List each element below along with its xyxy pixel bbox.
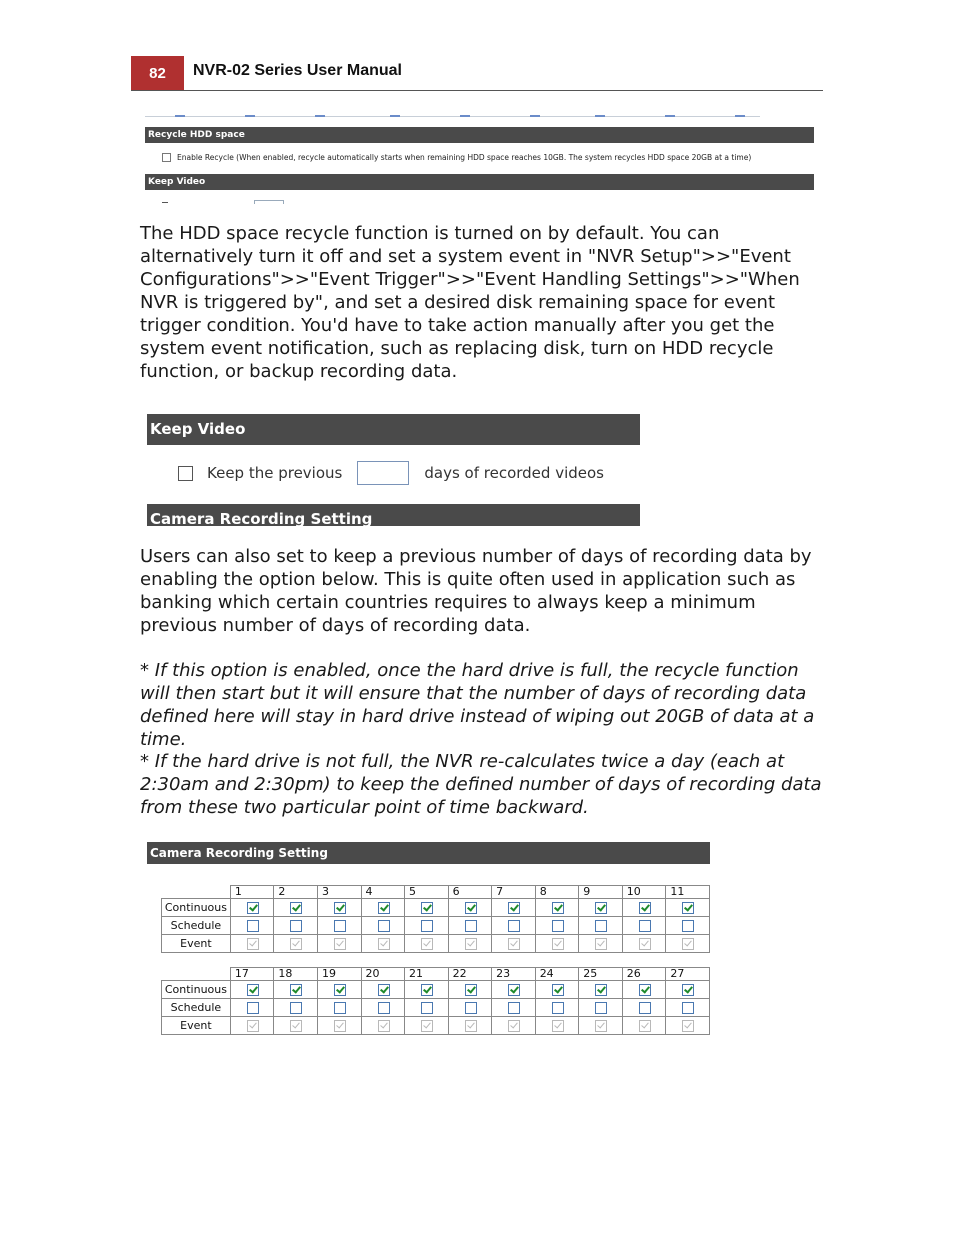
cell-event-21 <box>405 1017 449 1035</box>
event-checkbox-10 <box>639 938 651 950</box>
cell-event-11 <box>666 935 710 953</box>
schedule-checkbox-9[interactable] <box>595 920 607 932</box>
schedule-checkbox-23[interactable] <box>508 1002 520 1014</box>
event-checkbox-11 <box>682 938 694 950</box>
schedule-checkbox-2[interactable] <box>290 920 302 932</box>
cell-continuous-9 <box>579 899 623 917</box>
cell-event-5 <box>405 935 449 953</box>
continuous-checkbox-1[interactable] <box>247 902 259 914</box>
keep-video-section-header-small: Keep Video <box>145 174 814 190</box>
cell-continuous-24 <box>535 981 579 999</box>
schedule-checkbox-6[interactable] <box>465 920 477 932</box>
cell-schedule-23 <box>492 999 536 1017</box>
row-label-schedule: Schedule <box>162 917 231 935</box>
cell-schedule-27 <box>666 999 710 1017</box>
cell-continuous-22 <box>448 981 492 999</box>
cell-continuous-25 <box>579 981 623 999</box>
cell-event-2 <box>274 935 318 953</box>
recording-table-1 <box>161 885 710 953</box>
table-row <box>162 981 710 999</box>
cell-event-25 <box>579 1017 623 1035</box>
cell-continuous-18 <box>274 981 318 999</box>
continuous-checkbox-18[interactable] <box>290 984 302 996</box>
recording-table-2 <box>161 967 710 1035</box>
cell-event-7 <box>492 935 536 953</box>
schedule-checkbox-8[interactable] <box>552 920 564 932</box>
channel-header-11: 11 <box>666 886 710 899</box>
schedule-checkbox-25[interactable] <box>595 1002 607 1014</box>
table-row <box>162 917 710 935</box>
table-row <box>162 935 710 953</box>
cell-event-1 <box>230 935 274 953</box>
channel-header-22: 22 <box>448 968 492 981</box>
schedule-checkbox-17[interactable] <box>247 1002 259 1014</box>
cell-schedule-1 <box>230 917 274 935</box>
event-checkbox-7 <box>508 938 520 950</box>
cell-schedule-19 <box>317 999 361 1017</box>
channel-header-27: 27 <box>666 968 710 981</box>
cell-continuous-5 <box>405 899 449 917</box>
continuous-checkbox-11[interactable] <box>682 902 694 914</box>
schedule-checkbox-21[interactable] <box>421 1002 433 1014</box>
cell-schedule-22 <box>448 999 492 1017</box>
recycle-hdd-section-header: Recycle HDD space <box>145 127 814 143</box>
channel-header-5: 5 <box>405 886 449 899</box>
event-checkbox-21 <box>421 1020 433 1032</box>
note-full-drive: * If this option is enabled, once the hard drive is full, the recycle function will then start but it will ensure that the number of days of recording data defined here will stay in hard drive instead of wiping out 20GB of data at a time. <box>140 660 815 750</box>
channel-header-19: 19 <box>317 968 361 981</box>
channel-header-10: 10 <box>622 886 666 899</box>
keep-days-input[interactable] <box>357 461 409 485</box>
cell-continuous-17 <box>230 981 274 999</box>
page-number: 82 <box>131 56 184 91</box>
row-label-event: Event <box>162 1017 231 1035</box>
cell-event-4 <box>361 935 405 953</box>
cell-continuous-23 <box>492 981 536 999</box>
figure1-cropped-table-edge <box>145 112 760 117</box>
cell-schedule-25 <box>579 999 623 1017</box>
continuous-checkbox-23[interactable] <box>508 984 520 996</box>
event-checkbox-5 <box>421 938 433 950</box>
continuous-checkbox-2[interactable] <box>290 902 302 914</box>
schedule-checkbox-26[interactable] <box>639 1002 651 1014</box>
event-checkbox-1 <box>247 938 259 950</box>
cell-event-22 <box>448 1017 492 1035</box>
channel-header-4: 4 <box>361 886 405 899</box>
cell-schedule-10 <box>622 917 666 935</box>
recording-grid <box>161 967 710 1035</box>
document-title: NVR-02 Series User Manual <box>193 62 402 79</box>
paragraph-hdd-recycle: The HDD space recycle function is turned on by default. You can alternatively turn it off and set a system event in "NVR Setup">>"Event Configurations">>"Event Trigger">>"Event Handling Settings">>"When NVR is triggered by", and set a desired disk remaining space for event trigger condition. You'd have to take action manually after you get the system event notification, such as replacing disk, turn on HDD recycle function, or backup recording data. <box>140 223 800 382</box>
enable-recycle-label: Enable Recycle (When enabled, recycle automatically starts when remaining HDD space reaches 10GB. The system recycles HDD space 20GB at a time) <box>177 153 752 162</box>
continuous-checkbox-5[interactable] <box>421 902 433 914</box>
cell-event-3 <box>317 935 361 953</box>
cell-continuous-3 <box>317 899 361 917</box>
cell-event-23 <box>492 1017 536 1035</box>
channel-header-20: 20 <box>361 968 405 981</box>
cell-event-27 <box>666 1017 710 1035</box>
table-corner <box>162 968 231 981</box>
schedule-checkbox-27[interactable] <box>682 1002 694 1014</box>
continuous-checkbox-20[interactable] <box>378 984 390 996</box>
note-not-full-drive: * If the hard drive is not full, the NVR re-calculates twice a day (each at 2:30am and 2:30pm) to keep the defined number of days of recording data from these two particular point of time backward. <box>140 751 822 818</box>
cell-continuous-7 <box>492 899 536 917</box>
cell-schedule-8 <box>535 917 579 935</box>
channel-header-7: 7 <box>492 886 536 899</box>
cell-event-6 <box>448 935 492 953</box>
schedule-checkbox-7[interactable] <box>508 920 520 932</box>
channel-header-2: 2 <box>274 886 318 899</box>
cell-continuous-1 <box>230 899 274 917</box>
recording-grid <box>161 885 710 953</box>
row-label-continuous: Continuous <box>162 899 231 917</box>
paragraph-keep-video: Users can also set to keep a previous number of days of recording data by enabling the option below. This is quite often used in application such as banking which certain countries requires to always keep a minimum previous number of days of recording data. <box>140 546 812 636</box>
schedule-checkbox-3[interactable] <box>334 920 346 932</box>
cell-schedule-26 <box>622 999 666 1017</box>
channel-header-21: 21 <box>405 968 449 981</box>
cell-continuous-21 <box>405 981 449 999</box>
event-checkbox-27 <box>682 1020 694 1032</box>
cell-schedule-4 <box>361 917 405 935</box>
event-checkbox-20 <box>378 1020 390 1032</box>
continuous-checkbox-22[interactable] <box>465 984 477 996</box>
cell-schedule-21 <box>405 999 449 1017</box>
event-checkbox-3 <box>334 938 346 950</box>
cell-schedule-3 <box>317 917 361 935</box>
schedule-checkbox-10[interactable] <box>639 920 651 932</box>
continuous-checkbox-9[interactable] <box>595 902 607 914</box>
schedule-checkbox-1[interactable] <box>247 920 259 932</box>
enable-recycle-checkbox[interactable] <box>162 153 171 162</box>
event-checkbox-18 <box>290 1020 302 1032</box>
channel-header-26: 26 <box>622 968 666 981</box>
keep-video-option[interactable] <box>178 461 604 485</box>
continuous-checkbox-4[interactable] <box>378 902 390 914</box>
event-checkbox-25 <box>595 1020 607 1032</box>
channel-header-17: 17 <box>230 968 274 981</box>
channel-header-18: 18 <box>274 968 318 981</box>
event-checkbox-9 <box>595 938 607 950</box>
cell-schedule-7 <box>492 917 536 935</box>
cell-event-10 <box>622 935 666 953</box>
event-checkbox-19 <box>334 1020 346 1032</box>
cell-schedule-17 <box>230 999 274 1017</box>
continuous-checkbox-26[interactable] <box>639 984 651 996</box>
schedule-checkbox-5[interactable] <box>421 920 433 932</box>
cell-continuous-2 <box>274 899 318 917</box>
channel-header-9: 9 <box>579 886 623 899</box>
event-checkbox-26 <box>639 1020 651 1032</box>
cell-continuous-27 <box>666 981 710 999</box>
keep-previous-label: Keep the previous <box>207 464 343 482</box>
row-label-event: Event <box>162 935 231 953</box>
cell-continuous-6 <box>448 899 492 917</box>
cell-event-18 <box>274 1017 318 1035</box>
continuous-checkbox-25[interactable] <box>595 984 607 996</box>
channel-header-1: 1 <box>230 886 274 899</box>
table-row <box>162 899 710 917</box>
continuous-checkbox-17[interactable] <box>247 984 259 996</box>
keep-video-checkbox[interactable] <box>178 466 193 481</box>
schedule-checkbox-24[interactable] <box>552 1002 564 1014</box>
row-label-schedule: Schedule <box>162 999 231 1017</box>
cell-schedule-5 <box>405 917 449 935</box>
figure1-cropped-edge <box>162 202 168 203</box>
row-label-continuous: Continuous <box>162 981 231 999</box>
table-row <box>162 999 710 1017</box>
cell-event-19 <box>317 1017 361 1035</box>
cell-continuous-26 <box>622 981 666 999</box>
schedule-checkbox-22[interactable] <box>465 1002 477 1014</box>
cell-schedule-11 <box>666 917 710 935</box>
cell-continuous-8 <box>535 899 579 917</box>
cell-continuous-10 <box>622 899 666 917</box>
event-checkbox-2 <box>290 938 302 950</box>
header-rule <box>131 90 823 91</box>
cell-event-20 <box>361 1017 405 1035</box>
cell-schedule-6 <box>448 917 492 935</box>
continuous-checkbox-10[interactable] <box>639 902 651 914</box>
cell-event-17 <box>230 1017 274 1035</box>
cell-continuous-20 <box>361 981 405 999</box>
schedule-checkbox-19[interactable] <box>334 1002 346 1014</box>
days-of-recorded-videos-label: days of recorded videos <box>424 464 604 482</box>
event-checkbox-22 <box>465 1020 477 1032</box>
continuous-checkbox-3[interactable] <box>334 902 346 914</box>
cell-schedule-20 <box>361 999 405 1017</box>
table-row <box>162 1017 710 1035</box>
schedule-checkbox-4[interactable] <box>378 920 390 932</box>
cell-continuous-4 <box>361 899 405 917</box>
figure1-cropped-input <box>254 200 284 204</box>
table-corner <box>162 886 231 899</box>
channel-header-23: 23 <box>492 968 536 981</box>
cell-continuous-19 <box>317 981 361 999</box>
channel-header-24: 24 <box>535 968 579 981</box>
event-checkbox-24 <box>552 1020 564 1032</box>
event-checkbox-23 <box>508 1020 520 1032</box>
cell-event-8 <box>535 935 579 953</box>
continuous-checkbox-27[interactable] <box>682 984 694 996</box>
continuous-checkbox-8[interactable] <box>552 902 564 914</box>
camera-recording-setting-header-cropped: Camera Recording Setting <box>147 504 640 526</box>
continuous-checkbox-24[interactable] <box>552 984 564 996</box>
cell-schedule-24 <box>535 999 579 1017</box>
channel-header-25: 25 <box>579 968 623 981</box>
continuous-checkbox-21[interactable] <box>421 984 433 996</box>
event-checkbox-8 <box>552 938 564 950</box>
schedule-checkbox-18[interactable] <box>290 1002 302 1014</box>
event-checkbox-4 <box>378 938 390 950</box>
cell-continuous-11 <box>666 899 710 917</box>
channel-header-6: 6 <box>448 886 492 899</box>
cell-schedule-2 <box>274 917 318 935</box>
schedule-checkbox-11[interactable] <box>682 920 694 932</box>
event-checkbox-17 <box>247 1020 259 1032</box>
continuous-checkbox-7[interactable] <box>508 902 520 914</box>
channel-header-3: 3 <box>317 886 361 899</box>
event-checkbox-6 <box>465 938 477 950</box>
cell-event-9 <box>579 935 623 953</box>
channel-header-8: 8 <box>535 886 579 899</box>
continuous-checkbox-6[interactable] <box>465 902 477 914</box>
cell-event-26 <box>622 1017 666 1035</box>
cell-schedule-18 <box>274 999 318 1017</box>
schedule-checkbox-20[interactable] <box>378 1002 390 1014</box>
cell-event-24 <box>535 1017 579 1035</box>
enable-recycle-option[interactable] <box>162 153 751 162</box>
camera-recording-setting-header: Camera Recording Setting <box>147 842 710 864</box>
keep-video-section-header: Keep Video <box>147 414 640 445</box>
cell-schedule-9 <box>579 917 623 935</box>
continuous-checkbox-19[interactable] <box>334 984 346 996</box>
